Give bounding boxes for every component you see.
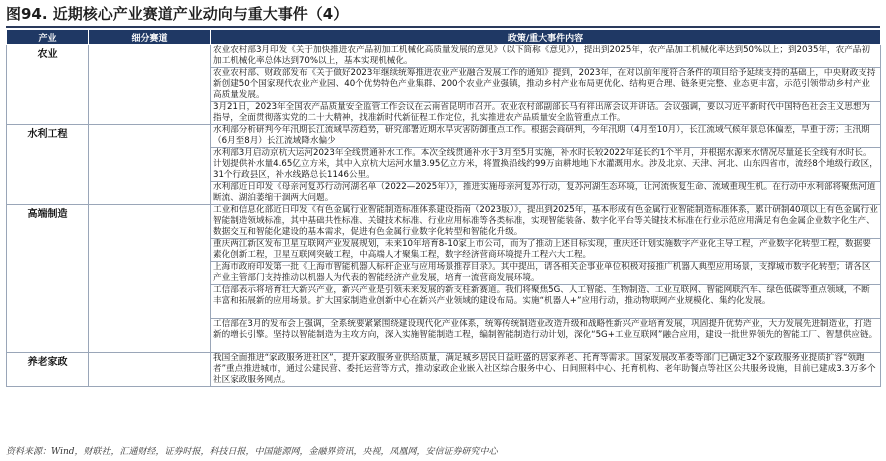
event-text: 农业农村部3月印发《关于加快推进农产品初加工机械化高质量发展的意见》（以下简称《意见》），提出到2025年，农产品加工机械化率达到50%以上；到2035年，农产品初加工机械化率总体达到70%以上，基本实现机械化。	[213, 45, 870, 67]
event-cell	[211, 148, 881, 182]
event-cell	[211, 205, 881, 239]
event-cell	[211, 182, 881, 205]
event-cell	[211, 68, 881, 102]
title-divider	[6, 26, 880, 28]
event-text: 工业和信息化部近日印发《有色金属行业智能制造标准体系建设指南（2023版）》，提出到2025年，基本形成有色金属行业智能制造标准体系，累计研制40项以上有色金属行业智能制造领域标准，其中基础共性标准、关键技术标准、行业应用标准等各类标准，实现智能装备、数字化平台等关键技术标准在行业示范应用满足有色金属企业数字化生产、数据交互和智能化建设的基本需求，促进有色金属行业数字化转型和智能化升级。	[213, 205, 878, 238]
table-row	[7, 45, 881, 68]
sector-cell-agriculture: 农业	[7, 45, 89, 125]
event-text: 工信部表示将培育壮大新兴产业，新兴产业是引领未来发展的新支柱新赛道。我们将聚焦5G、人工智能、生物制造、工业互联网、智能网联汽车、绿色低碳等重点领域，不断丰富和拓展新的应用场景。扩大国家制造业创新中心在新兴产业领域的建设布局。实施“机器人+”应用行动，推动物联网产业规模化、集约化发展。	[213, 285, 870, 307]
event-cell	[211, 319, 881, 353]
event-cell	[211, 102, 881, 125]
event-text: 水利部3月启动京杭大运河2023年全线贯通补水工作。本次全线贯通补水于3月至5月实施，补水时长较2022年延长约1个半月，并根据水源来水情况尽量延长全线有水时长。计划提供补水量4.65亿立方米，其中入京杭大运河水量3.95亿立方米，将置换沿线约99万亩耕地地下水灌溉用水。涉及北京、天津、河北、山东四省市，流经8个地级行政区，31个行政县区，补水线路总长1146公里。	[213, 148, 878, 181]
header-content: 政策/重大事件内容	[211, 30, 881, 45]
table-row	[7, 353, 881, 387]
event-text: 农业农村部、财政部发布《关于做好2023年继续统筹推进农业产业融合发展工作的通知》提到，2023年，在对以前年度符合条件的项目给予延续支持的基础上，中央财政支持新创建50个国家现代农业产业园、40个优势特色产业集群、200个农业产业强镇，推动乡村产业布局更优化、结构更合理、链条更完整、业态更丰富，示范引领带动乡村产业高质量发展。	[213, 68, 876, 101]
industry-events-table	[6, 29, 881, 387]
sector-cell-elderly-care-housekeeping: 养老家政	[7, 353, 89, 387]
event-text: 上海市政府印发第一批《上海市智能机器人标杆企业与应用场景推荐目录》。其中提出，请各相关企事业单位积极对接推广机器人典型应用场景，支撑城市数字化转型；请各区产业主管部门支持推动以机器人为代表的智能经济产业发展，培育一流营商发展环境。	[213, 262, 871, 284]
sector-cell-high-end-manufacturing: 高端制造	[7, 205, 89, 353]
track-cell	[89, 45, 211, 125]
source-note: 资料来源：Wind，财联社，汇通财经，证券时报，科技日报，中国能源网，金融界资讯，央视，凤凰网，安信证券研究中心	[6, 447, 498, 457]
table-row	[7, 205, 881, 239]
figure-title: 图94. 近期核心产业赛道产业动向与重大事件（4）	[6, 5, 349, 23]
event-text: 3月21日，2023年全国农产品质量安全监管工作会议在云南省昆明市召开。农业农村部副部长马有祥出席会议并讲话。会议强调，要以习近平新时代中国特色社会主义思想为指导，全面贯彻落实党的二十大精神，找准新时代新征程工作定位，扎实推进农产品质量安全监管重点工作。	[213, 102, 871, 124]
sector-cell-water-conservancy: 水利工程	[7, 125, 89, 205]
event-text: 我国全面推进“家政服务进社区”，提升家政服务业供给质量，满足城乡居民日益旺盛的居家养老、托育等需求。国家发展改革委等部门已确定32个家政服务业提质扩容“领跑者”重点推进城市，通过公建民营、委托运营等方式，推动家政企业嵌入社区综合服务中心、日间照料中心、托育机构、老年助餐点等社区公共服务设施，目前已建成3.3万多个社区家政服务网点。	[213, 353, 876, 386]
track-cell	[89, 125, 211, 205]
event-cell	[211, 125, 881, 148]
event-cell	[211, 239, 881, 262]
header-track: 细分赛道	[89, 30, 211, 45]
event-text: 工信部在3月的发布会上强调，全系统要紧紧围绕建设现代化产业体系，统筹传统制造业改造升级和战略性新兴产业培育发展，巩固提升优势产业，大力发展先进制造业，打造新的增长引擎。坚持以智能制造为主攻方向，深入实施智能制造工程，编制智能制造行动计划，深化“5G+工业互联网”融合应用，建设一批世界领先的智能工厂、智慧供应链。	[213, 319, 878, 341]
table-header-row	[7, 30, 881, 45]
event-cell	[211, 262, 881, 285]
table-row	[7, 125, 881, 148]
event-cell	[211, 45, 881, 68]
header-industry: 产业	[7, 30, 89, 45]
track-cell	[89, 205, 211, 353]
event-cell	[211, 285, 881, 319]
event-cell	[211, 353, 881, 387]
event-text: 水利部近日印发《母亲河复苏行动河湖名单（2022—2025年）》，推进实施母亲河复苏行动，复苏河湖生态环境，让河流恢复生命、流域重现生机。在行动中水利部将聚焦河道断流、湖泊萎缩干涸两大问题。	[213, 182, 876, 204]
event-text: 重庆两江新区发布卫星互联网产业发展规划，未来10年培育8-10家上市公司，而为了推动上述目标实现，重庆还计划实施数字产业化主导工程，产业数字化转型工程，数据要素化创新工程，卫星互联网突破工程，中高端人才聚集工程，数字经济营商环境提升工程六大工程。	[213, 239, 871, 261]
track-cell	[89, 353, 211, 387]
event-text: 水利部分析研判今年汛期长江流域旱涝趋势，研究部署近期水旱灾害防御重点工作。根据会商研判，今年汛期（4月至10月），长江流域气候年景总体偏差，旱重于涝；主汛期（6月至8月）长江流域降水偏少	[213, 125, 870, 147]
